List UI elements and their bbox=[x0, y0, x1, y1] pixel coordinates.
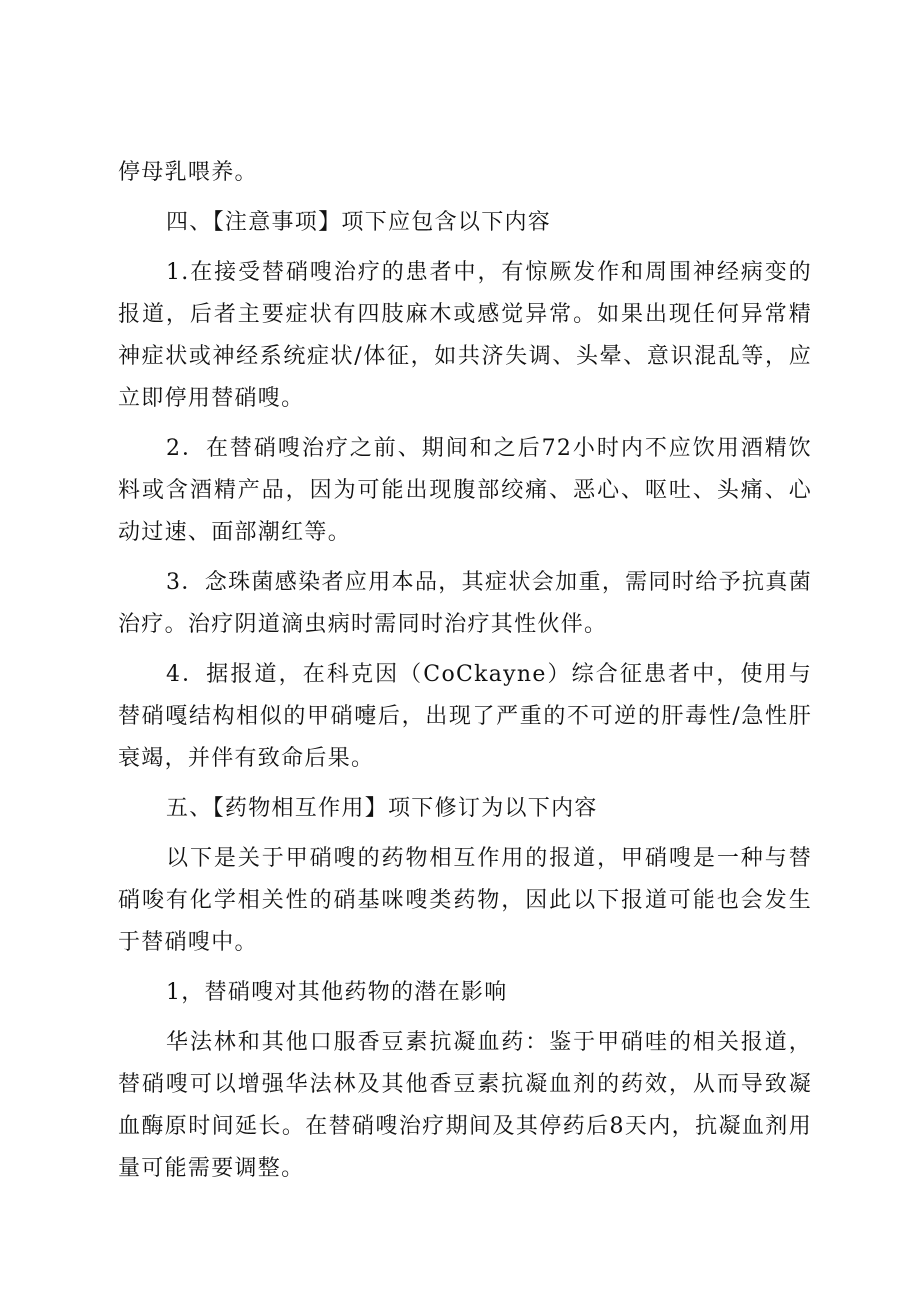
document-body bbox=[118, 152, 812, 1198]
precaution-item-4: 4．据报道，在科克因（CoCkayne）综合征患者中，使用与替硝嘎结构相似的甲硝嚏后，出现了严重的不可逆的肝毒性/急性肝衰竭，并伴有致命后果。 bbox=[118, 662, 812, 771]
precaution-item-2: 2．在替硝嗖治疗之前、期间和之后72小时内不应饮用酒精饮料或含酒精产品，因为可能出现腹部绞痛、恶心、呕吐、头痛、心动过速、面部潮红等。 bbox=[118, 436, 812, 545]
subsection-heading-effects: 1，替硝嗖对其他药物的潜在影响 bbox=[166, 980, 508, 1005]
section-heading-precautions: 四、【注意事项】项下应包含以下内容 bbox=[166, 210, 552, 235]
section-heading-interactions: 五、【药物相互作用】项下修订为以下内容 bbox=[166, 796, 598, 821]
warfarin-paragraph: 华法林和其他口服香豆素抗凝血药：鉴于甲硝哇的相关报道，替硝嗖可以增强华法林及其他香豆素抗凝血剂的药效，从而导致凝血酶原时间延长。在替硝嗖治疗期间及其停药后8天内，抗凝血剂用量可能需要调整。 bbox=[118, 1030, 812, 1181]
precaution-item-1: 1.在接受替硝嗖治疗的患者中，有惊厥发作和周围神经病变的报道，后者主要症状有四肢麻木或感觉异常。如果出现任何异常精神症状或神经系统症状/体征，如共济失调、头晕、意识混乱等，应立即停用替硝嗖。 bbox=[118, 260, 812, 411]
paragraph-continuation: 停母乳喂养。 bbox=[118, 160, 258, 185]
precaution-item-3: 3．念珠菌感染者应用本品，其症状会加重，需同时给予抗真菌治疗。治疗阴道滴虫病时需同时治疗其性伙伴。 bbox=[118, 570, 812, 637]
interactions-intro: 以下是关于甲硝嗖的药物相互作用的报道，甲硝嗖是一种与替硝唆有化学相关性的硝基咪嗖类药物，因此以下报道可能也会发生于替硝嗖中。 bbox=[118, 846, 812, 955]
